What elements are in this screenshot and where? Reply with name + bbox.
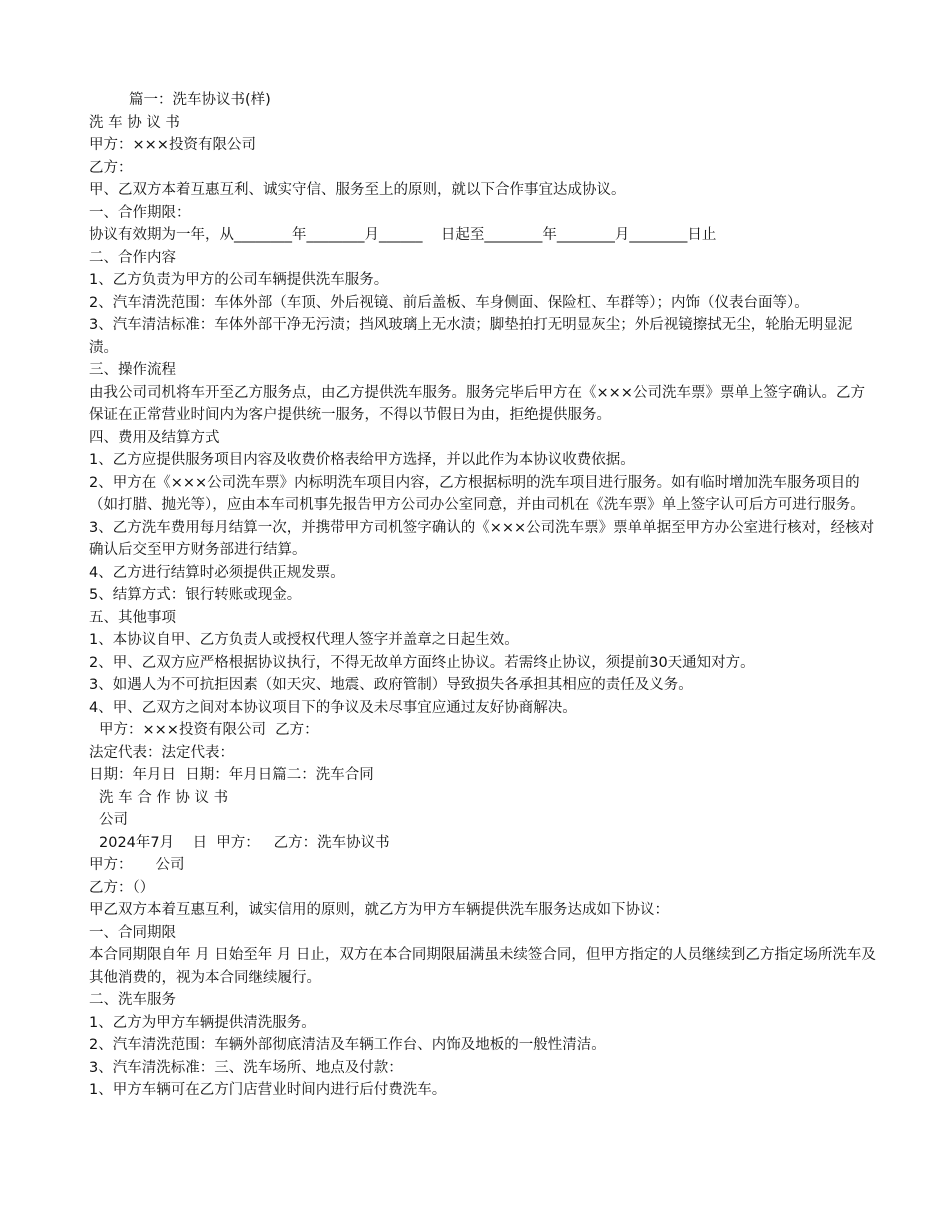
- party-a: 甲方： 公司: [89, 857, 185, 873]
- clause-item: 1、本协议自甲、乙方负责人或授权代理人签字并盖章之日起生效。: [89, 632, 519, 648]
- clause-item: 2、汽车清洗范围：车辆外部彻底清洁及车辆工作台、内饰及地板的一般性清洁。: [89, 1037, 606, 1053]
- doc-title-2: 洗 车 合 作 协 议 书: [99, 789, 229, 806]
- signature-parties: 甲方：×××投资有限公司 乙方：: [99, 722, 319, 738]
- clause-heading: 三、操作流程: [89, 362, 176, 378]
- signature-dates: 日期：年月日 日期：年月日篇二：洗车合同: [89, 767, 374, 783]
- date-parties-line: 2024年7月 日 甲方： 乙方：洗车协议书: [99, 834, 390, 851]
- section-heading-part1: 篇一：洗车协议书(样): [129, 92, 271, 108]
- clause-item: 1、乙方为甲方车辆提供清洗服务。: [89, 1014, 316, 1031]
- clause-heading: 二、洗车服务: [89, 992, 176, 1008]
- clause-item: 2、汽车清洗范围：车体外部（车顶、外后视镜、前后盖板、车身侧面、保险杠、车群等）；内饰（仪表台面等）。: [89, 294, 809, 311]
- clause-item: 3、汽车清洗标准：三、洗车场所、地点及付款：: [89, 1059, 403, 1076]
- clause-item: 2、甲方在《×××公司洗车票》内标明洗车项目内容，乙方根据标明的洗车项目进行服务。如有临时增加洗车服务项目的（如打腊、抛光等），应由本车司机事先报告甲方公司办公室同意，并由司机在《洗车票》单上签字认可后方可进行服务。3、乙方洗车费用每月结算一次，并携带甲方司机签字确认的《×××公司洗车票》票单单据至甲方办公室进行核对，经核对确认后交至甲方财务部进行结算。: [89, 474, 875, 558]
- clause-heading: 五、其他事项: [89, 609, 176, 626]
- paragraph: 本合同期限自年 月 日始至年 月 日止，双方在本合同期限届满虽未续签合同，但甲方指定的人员继续到乙方指定场所洗车及其他消费的，视为本合同继续履行。: [89, 947, 876, 986]
- clause-heading: 四、费用及结算方式: [89, 429, 220, 446]
- clause-item: 2、甲、乙双方应严格根据协议执行，不得无故单方面终止协议。若需终止协议，须提前30天通知对方。: [89, 654, 755, 671]
- party-b: 乙方：（）: [89, 879, 155, 896]
- paragraph: 由我公司司机将车开至乙方服务点，由乙方提供洗车服务。服务完毕后甲方在《×××公司洗车票》票单上签字确认。乙方保证在正常营业时间内为客户提供统一服务，不得以节假日为由，拒绝提供服务。: [89, 384, 865, 423]
- validity-period: 协议有效期为一年，从________年________月______ 日起至________年________月________日止: [89, 227, 717, 243]
- clause-heading: 二、合作内容: [89, 249, 176, 266]
- party-a: 甲方：×××投资有限公司: [89, 137, 256, 153]
- clause-item: 4、甲、乙双方之间对本协议项目下的争议及未尽事宜应通过友好协商解决。: [89, 699, 577, 716]
- clause-item: 1、甲方车辆可在乙方门店营业时间内进行后付费洗车。: [89, 1082, 447, 1098]
- clause-item: 5、结算方式：银行转账或现金。: [89, 587, 302, 603]
- clause-item: 3、如遇人为不可抗拒因素（如天灾、地震、政府管制）导致损失各承担其相应的责任及义务。: [89, 677, 693, 693]
- doc-title-1: 洗 车 协 议 书: [89, 114, 180, 131]
- legal-representatives: 法定代表：法定代表：: [89, 744, 234, 761]
- paragraph: 甲乙双方本着互惠互利，诚实信用的原则，就乙方为甲方车辆提供洗车服务达成如下协议：: [89, 902, 669, 918]
- party-b: 乙方：: [89, 159, 133, 176]
- clause-item: 1、乙方应提供服务项目内容及收费价格表给甲方选择，并以此作为本协议收费依据。: [89, 452, 635, 468]
- clause-heading: 一、合同期限: [89, 924, 176, 941]
- clause-item: 1、乙方负责为甲方的公司车辆提供洗车服务。: [89, 272, 389, 288]
- clause-item: 4、乙方进行结算时必须提供正规发票。: [89, 564, 345, 581]
- paragraph: 甲、乙双方本着互惠互利、诚实守信、服务至上的原则，就以下合作事宜达成协议。: [89, 182, 626, 198]
- document-page: [89, 89, 879, 1102]
- company-line: 公司: [99, 812, 128, 828]
- clause-heading: 一、合作期限：: [89, 204, 191, 221]
- clause-item: 3、汽车清洁标准：车体外部干净无污渍；挡风玻璃上无水渍；脚垫拍打无明显灰尘；外后视镜擦拭无尘，轮胎无明显泥渍。: [89, 317, 853, 356]
